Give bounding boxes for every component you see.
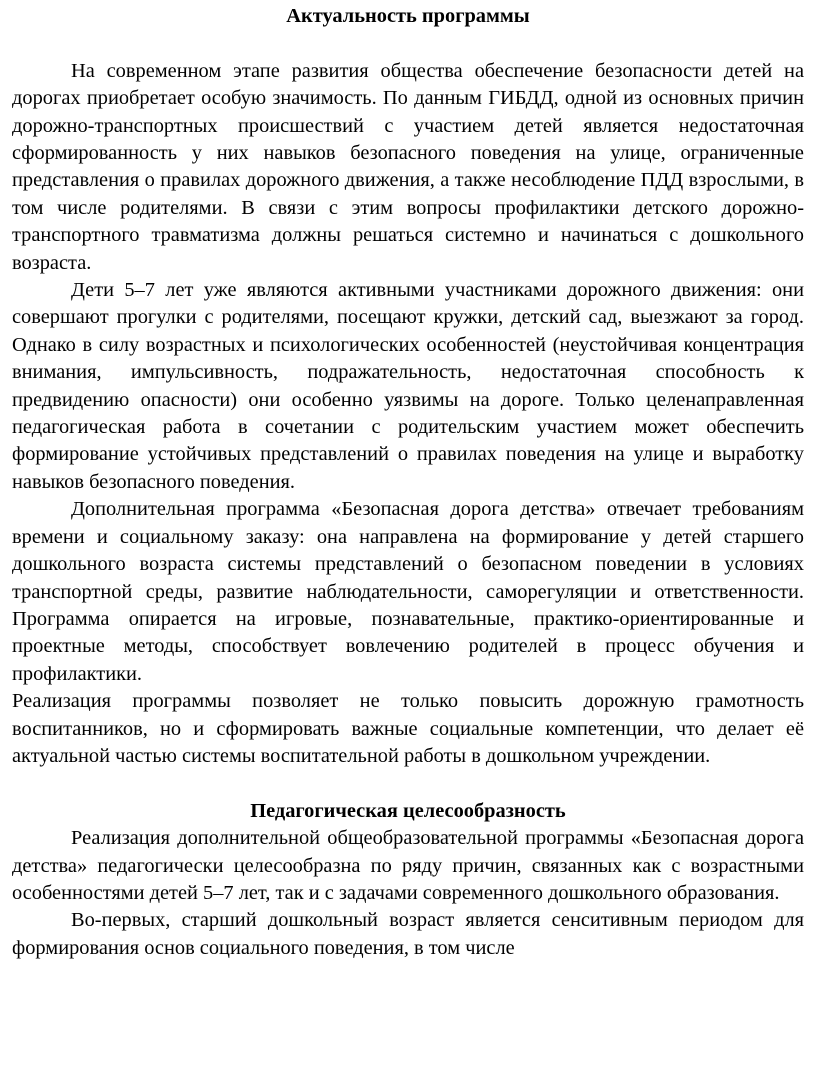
paragraph: Реализация дополнительной общеобразовательной программы «Безопасная дорога детства» педагогически целесообразна по ряду причин, связанных как с возрастными особенностями детей 5–7 лет, так и с задачами современного дошкольного образования.	[12, 827, 804, 904]
paragraph: Во-первых, старший дошкольный возраст является сенситивным периодом для формирования основ социального поведения, в том числе	[12, 909, 804, 959]
paragraph: На современном этапе развития общества обеспечение безопасности детей на дорогах приобретает особую значимость. По данным ГИБДД, одной из основных причин дорожно-транспортных происшествий с участием детей является недостаточная сформированность у них навыков безопасного поведения на улице, ограниченные представления о правилах дорожного движения, а также несоблюдение ПДД взрослыми, в том числе родителями. В связи с этим вопросы профилактики детского дорожно-транспортного травматизма должны решаться системно и начинаться с дошкольного возраста.	[12, 59, 804, 274]
paragraph: Дополнительная программа «Безопасная дорога детства» отвечает требованиям времени и социальному заказу: она направлена на формирование у детей старшего дошкольного возраста системы представлений о безопасном поведении в условиях транспортной среды, развитие наблюдательности, саморегуляции и ответственности. Программа опирается на игровые, познавательные, практико-ориентированные и проектные методы, способствует вовлечению родителей в процесс обучения и профилактики.	[12, 498, 804, 685]
section-title-relevance: Актуальность программы	[286, 5, 530, 27]
document-page	[12, 0, 804, 962]
paragraph: Дети 5–7 лет уже являются активными участниками дорожного движения: они совершают прогулки с родителями, посещают кружки, детский сад, выезжают за город. Однако в силу возрастных и психологических особенностей (неустойчивая концентрация внимания, импульсивность, подражательность, недостаточная способность к предвидению опасности) они особенно уязвимы на дороге. Только целенаправленная педагогическая работа в сочетании с родительским участием может обеспечить формирование устойчивых представлений о правилах поведения на улице и выработку навыков безопасного поведения.	[12, 279, 804, 493]
section-title-pedagogical-expediency: Педагогическая целесообразность	[250, 799, 566, 822]
blank-line	[12, 770, 804, 797]
paragraph: Реализация программы позволяет не только повысить дорожную грамотность воспитанников, но и сформировать важные социальные компетенции, что делает её актуальной частью системы воспитательной работы в дошкольном учреждении.	[12, 690, 804, 767]
blank-line	[12, 30, 804, 57]
